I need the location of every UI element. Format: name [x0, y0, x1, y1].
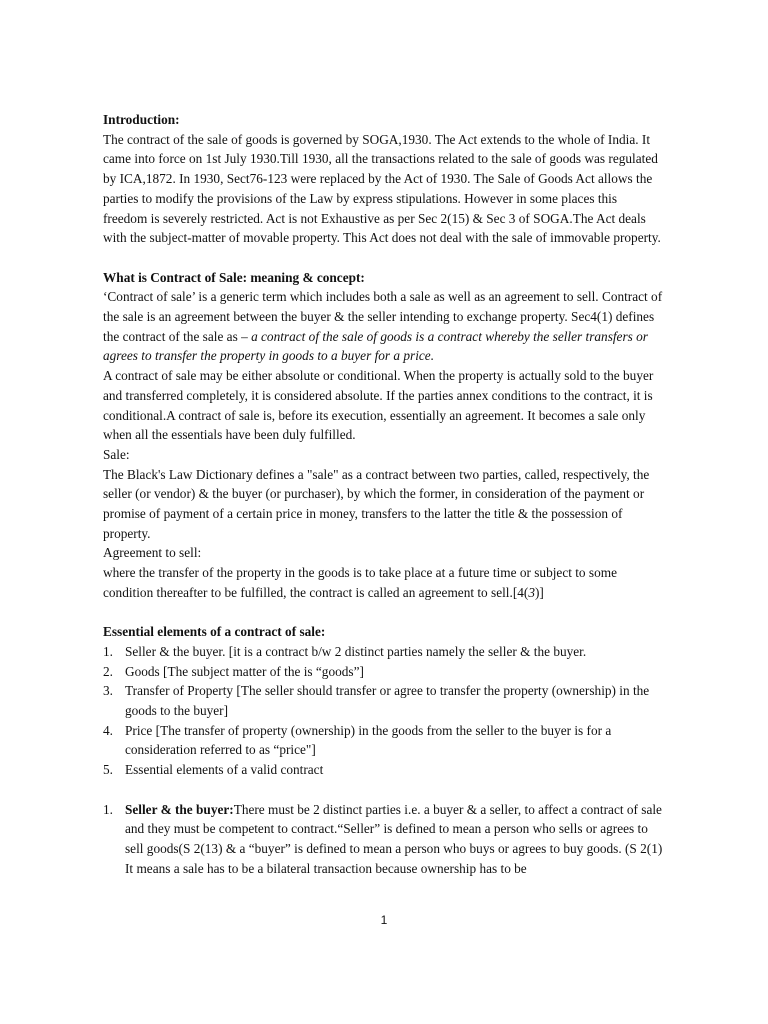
list-item-text: Seller & the buyer. [it is a contract b/w 2 distinct parties namely the seller & the buyer.: [125, 643, 587, 659]
list-item-text: Essential elements of a valid contract: [125, 762, 324, 778]
agreement-to-sell-label: Agreement to sell:: [103, 545, 202, 561]
contract-of-sale-text: ‘Contract of sale’ is a generic term which includes both a sale as well as an agreement to sell. Contract of the sale is an agreement between the buyer & the seller intending to exchange property. Sec4(1) defines the contract of the sale as –: [103, 289, 663, 344]
section-heading-essentials: Essential elements of a contract of sale:: [103, 624, 326, 640]
document-page: [103, 110, 663, 878]
section-4-1-definition: a contract of the sale of goods is a contract whereby the seller transfers or agrees to transfer the property in goods to a buyer for a price.: [103, 328, 648, 364]
list-number: 2.: [103, 663, 113, 679]
list-item-text: Price [The transfer of property (ownership) in the goods from the seller to the buyer is for a consideration referred to as “price"]: [125, 722, 612, 758]
details-list: [103, 800, 663, 879]
page-number: 1: [380, 913, 388, 927]
list-item-text: Transfer of Property [The seller should transfer or agree to transfer the property (ownership) in the goods to the buyer]: [125, 683, 650, 719]
contract-of-sale-paragraph: [103, 287, 663, 366]
list-item: [103, 800, 663, 879]
list-item: [103, 681, 663, 720]
list-item: [103, 642, 663, 662]
list-item: [103, 760, 663, 780]
list-number: 1.: [103, 801, 113, 817]
list-item: [103, 662, 663, 682]
section-heading-introduction: Introduction:: [103, 112, 180, 127]
spacer: [103, 248, 663, 268]
sale-label: Sale:: [103, 446, 130, 462]
absolute-conditional-paragraph: A contract of sale may be either absolute or conditional. When the property is actually sold to the buyer and transferred completely, it is considered absolute. If the parties annex conditions to the contract, it is conditional.A contract of sale is, before its execution, essentially an agreement. It becomes a sale only when all the essentials have been duly fulfilled.: [103, 368, 654, 443]
detail-bold-label: Seller & the buyer:: [125, 801, 234, 817]
sale-definition-paragraph: The Black's Law Dictionary defines a "sale" as a contract between two parties, called, respectively, the seller (or vendor) & the buyer (or purchaser), by which the former, in consideration of the payment or promise of payment of a certain price in money, transfers to the latter the title & the possession of property.: [103, 466, 650, 541]
list-number: 5.: [103, 762, 113, 778]
section-citation-end: )]: [534, 584, 544, 600]
section-heading-contract-of-sale: What is Contract of Sale: meaning & concept:: [103, 269, 365, 285]
agreement-to-sell-text: where the transfer of the property in the goods is to take place at a future time or subject to some condition thereafter to be fulfilled, the contract is called an agreement to sell.[4(: [103, 565, 617, 600]
agreement-to-sell-paragraph: [103, 563, 663, 602]
essentials-list: [103, 642, 663, 780]
list-item: [103, 721, 663, 760]
list-item-text: Goods [The subject matter of the is “goods”]: [125, 663, 364, 679]
list-number: 1.: [103, 643, 113, 659]
list-number: 3.: [103, 683, 113, 699]
spacer: [103, 780, 663, 800]
spacer: [103, 603, 663, 623]
list-number: 4.: [103, 722, 113, 738]
introduction-paragraph: The contract of the sale of goods is governed by SOGA,1930. The Act extends to the whole of India. It came into force on 1st July 1930.Till 1930, all the transactions related to the sale of goods was regulated by ICA,1872. In 1930, Sect76-123 were replaced by the Act of 1930. The Sale of Goods Act allows the parties to modify the provisions of the Law by express stipulations. However in some places this freedom is severely restricted. Act is not Exhaustive as per Sec 2(15) & Sec 3 of SOGA.The Act deals with the subject-matter of movable property. This Act does not deal with the sale of immovable property.: [103, 131, 661, 246]
list-item-text: There must be 2 distinct parties i.e. a buyer & a seller, to affect a contract of sale and they must be competent to contract.“Seller” is defined to mean a person who sells or agrees to sell goods(S 2(13) & a “buyer” is defined to mean a person who buys or agrees to buy goods. (S 2(1) It means a sale has to be a bilateral transaction because ownership has to be: [125, 801, 663, 876]
section-citation-italic: 3: [528, 584, 535, 600]
